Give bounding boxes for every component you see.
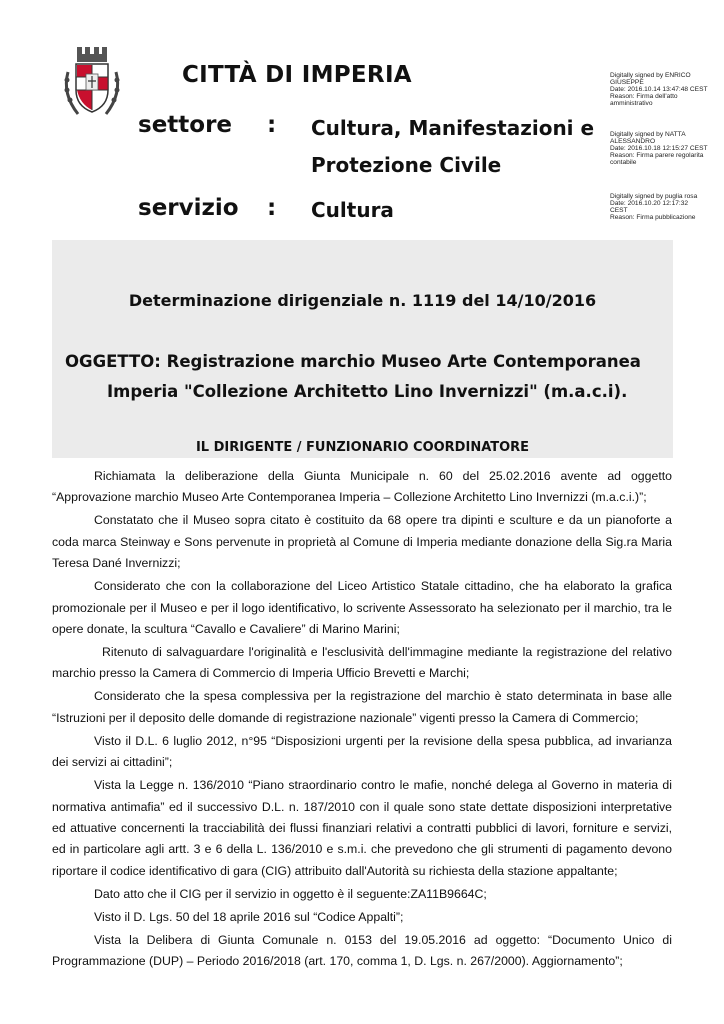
- servizio-colon: :: [267, 195, 277, 221]
- signature-line: Date: 2016.10.14 13:47:48 CEST: [610, 86, 708, 93]
- paragraph: Considerato che la spesa complessiva per la registrazione del marchio è stato determinata in base alle “Istruzioni per il deposito delle domande di registrazione nazionale” vigenti presso la Camera di Commercio;: [52, 689, 672, 725]
- signature-line: Reason: Firma pubblicazione: [610, 214, 696, 221]
- settore-value-line2: Protezione Civile: [311, 153, 502, 177]
- settore-colon: :: [267, 112, 277, 138]
- signature-line: Reason: Firma parere regolarita: [610, 152, 704, 159]
- paragraph: Constatato che il Museo sopra citato è costituito da 68 opere tra dipinti e sculture e da un pianoforte a coda marca Steinway e Sons pervenute in proprietà al Comune di Imperia mediante donazione della Sig.ra Maria Teresa Dané Invernizzi;: [52, 513, 672, 571]
- signature-line: amministrativo: [610, 100, 653, 107]
- paragraph: Visto il D. Lgs. 50 del 18 aprile 2016 sul “Codice Appalti”;: [94, 909, 404, 924]
- settore-label: settore: [138, 112, 233, 138]
- paragraph: Vista la Delibera di Giunta Comunale n. 0153 del 19.05.2016 ad oggetto: “Documento Unico di Programmazione (DUP) – Periodo 2016/2018 (art. 170, comma 1, D. Lgs. n. 267/2000). Aggiornamento”;: [52, 932, 672, 969]
- heading-box: [52, 240, 673, 458]
- paragraph: Considerato che con la collaborazione del Liceo Artistico Statale cittadino, che ha elaborato la grafica promozionale per il Museo e per il logo identificativo, lo scrivente Assessorato ha selezionato per il marchio, tra le opere donate, la scultura “Cavallo e Cavaliere” di Marino Marini;: [52, 579, 672, 637]
- dirigente-heading: IL DIRIGENTE / FUNZIONARIO COORDINATORE: [195, 440, 530, 455]
- paragraph: Vista la Legge n. 136/2010 “Piano straordinario contro le mafie, nonché delega al Governo in materia di normativa antimafia” ed il successivo D.L. n. 187/2010 con il quale sono state dettate disposizioni interpretative ed attuative concernenti la tracciabilità dei flussi finanziari relativi a contratti pubblici di lavori, forniture e servizi, ed in particolare agli artt. 3 e 6 della L. 136/2010 e s.m.i. che prevedono che gli strumenti di pagamento devono riportare il codice identificativo di gara (CIG) attribuito dall'Autorità su richiesta della stazione appaltante;: [52, 778, 672, 878]
- oggetto-line2: Imperia "Collezione Architetto Lino Invernizzi" (m.a.c.i).: [107, 382, 628, 401]
- signature-line: Date: 2016.10.18 12:15:27 CEST: [610, 145, 708, 152]
- determinazione-title: Determinazione dirigenziale n. 1119 del 14/10/2016: [128, 291, 597, 310]
- signature-line: Digitally signed by puglia rosa: [610, 193, 698, 200]
- city-title: CITTÀ DI IMPERIA: [182, 62, 412, 88]
- paragraph: Visto il D.L. 6 luglio 2012, n°95 “Disposizioni urgenti per la revisione della spesa pubblica, ad invarianza dei servizi ai cittadini”;: [52, 733, 672, 770]
- digital-signature-3: [610, 193, 724, 221]
- signature-line: CEST: [610, 207, 628, 214]
- digital-signature-2: [610, 131, 724, 166]
- settore-value-line1: Cultura, Manifestazioni e: [311, 116, 595, 140]
- signature-line: ALESSANDRO: [610, 138, 656, 145]
- servizio-label: servizio: [138, 195, 239, 221]
- servizio-value: Cultura: [311, 198, 394, 222]
- city-crest-logo: [60, 44, 124, 120]
- signature-line: Date: 2016.10.20 12:17:32: [610, 200, 689, 207]
- signature-line: contabile: [610, 159, 637, 166]
- document-body: [52, 466, 672, 974]
- signature-line: Digitally signed by ENRICO: [610, 72, 691, 79]
- signature-line: Reason: Firma dell'atto: [610, 93, 678, 100]
- signature-line: Digitally signed by NATTA: [610, 131, 686, 138]
- digital-signature-1: [610, 72, 724, 107]
- paragraph: Richiamata la deliberazione della Giunta Municipale n. 60 del 25.02.2016 avente ad oggetto “Approvazione marchio Museo Arte Contemporanea Imperia – Collezione Architetto Lino Invernizzi (m.a.c.i.)”;: [52, 469, 672, 505]
- signature-line: GIUSEPPE: [610, 79, 644, 86]
- oggetto-line1: OGGETTO: Registrazione marchio Museo Arte Contemporanea: [65, 352, 641, 371]
- paragraph: Dato atto che il CIG per il servizio in oggetto è il seguente:ZA11B9664C;: [94, 886, 487, 901]
- paragraph: Ritenuto di salvaguardare l'originalità e l'esclusività dell'immagine mediante la registrazione del relativo marchio presso la Camera di Commercio di Imperia Ufficio Brevetti e Marchi;: [52, 645, 672, 681]
